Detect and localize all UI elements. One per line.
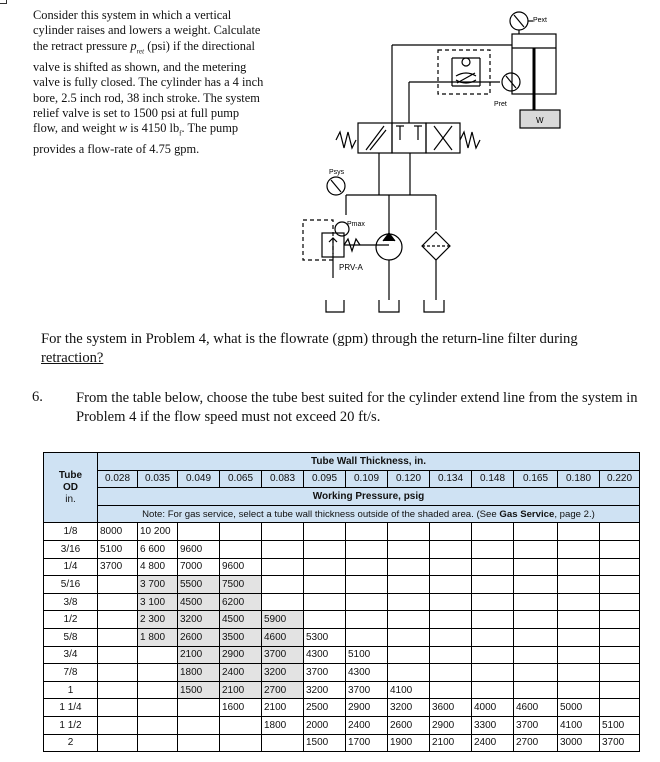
question-6 (76, 389, 656, 427)
pressure-cell: 3200 (262, 664, 304, 682)
pressure-cell (600, 699, 640, 717)
pressure-cell (178, 734, 220, 752)
table-row (44, 558, 640, 576)
problem-line: bore, 2.5 inch rod, 38 inch stroke. The system (33, 90, 260, 105)
thickness-header-cell: 0.095 (304, 470, 346, 488)
pressure-cell: 2100 (178, 646, 220, 664)
table-row (44, 576, 640, 594)
pressure-cell: 2400 (220, 664, 262, 682)
table-row (44, 699, 640, 717)
pressure-cell (514, 611, 558, 629)
pressure-cell: 9600 (178, 540, 220, 558)
label-pret: Pret (494, 101, 507, 108)
pressure-cell (346, 593, 388, 611)
pressure-cell (558, 611, 600, 629)
pressure-cell: 6 600 (138, 540, 178, 558)
question-6-line: Problem 4 if the flow speed must not exceed 20 ft/s. (76, 409, 381, 425)
pressure-cell (472, 646, 514, 664)
pressure-cell (98, 716, 138, 734)
tube-od-cell: 1 1/4 (44, 699, 98, 717)
pressure-cell: 4100 (558, 716, 600, 734)
problem-line: Consider this system in which a vertical (33, 8, 232, 22)
pressure-cell (388, 523, 430, 541)
pressure-cell (472, 576, 514, 594)
pressure-cell (600, 664, 640, 682)
thickness-header-cell: 0.035 (138, 470, 178, 488)
table-row (44, 628, 640, 646)
pressure-cell: 2100 (262, 699, 304, 717)
pressure-cell (430, 558, 472, 576)
question-5-line: For the system in Problem 4, what is the flowrate (gpm) through the return-line filter during (41, 331, 578, 347)
hydraulic-schematic (0, 0, 660, 330)
pressure-cell (600, 593, 640, 611)
pressure-cell: 4600 (262, 628, 304, 646)
thickness-header-cell: 0.220 (600, 470, 640, 488)
pressure-cell: 4000 (472, 699, 514, 717)
question-6-number: 6. (32, 389, 43, 405)
pressure-cell: 10 200 (138, 523, 178, 541)
pressure-cell (220, 734, 262, 752)
pressure-cell (514, 558, 558, 576)
tube-od-cell: 1 1/2 (44, 716, 98, 734)
pressure-cell: 1600 (220, 699, 262, 717)
pressure-cell: 3700 (514, 716, 558, 734)
label-psys: Psys (329, 169, 345, 176)
pressure-cell (262, 734, 304, 752)
pressure-cell: 3 100 (138, 593, 178, 611)
pressure-cell: 4600 (514, 699, 558, 717)
pressure-cell (600, 540, 640, 558)
pressure-cell (472, 628, 514, 646)
pressure-cell (220, 540, 262, 558)
table-row (44, 523, 640, 541)
pressure-cell (346, 576, 388, 594)
pressure-cell (346, 523, 388, 541)
pressure-cell: 3700 (304, 664, 346, 682)
label-prv: PRV-A (339, 263, 363, 272)
pressure-cell: 2700 (262, 681, 304, 699)
pressure-cell (262, 576, 304, 594)
pressure-cell (514, 593, 558, 611)
metering-valve-box (438, 50, 490, 94)
tube-pressure-table (43, 452, 640, 752)
pressure-cell (138, 664, 178, 682)
pressure-cell: 2700 (514, 734, 558, 752)
pressure-cell (138, 681, 178, 699)
thickness-header-cell: 0.028 (98, 470, 138, 488)
pressure-cell: 5300 (304, 628, 346, 646)
pressure-cell (472, 664, 514, 682)
pressure-cell (98, 646, 138, 664)
pressure-cell (514, 681, 558, 699)
table-row (44, 611, 640, 629)
return-filter-icon (422, 232, 450, 260)
pressure-cell (346, 628, 388, 646)
pressure-cell (388, 540, 430, 558)
dcv-spring-right-icon (460, 132, 480, 148)
pressure-cell: 5500 (178, 576, 220, 594)
pressure-cell (600, 646, 640, 664)
pressure-cell: 2 300 (138, 611, 178, 629)
pressure-cell (98, 664, 138, 682)
pressure-cell (430, 611, 472, 629)
pressure-cell (346, 558, 388, 576)
pressure-cell: 3500 (220, 628, 262, 646)
thickness-header-cell: 0.180 (558, 470, 600, 488)
tank-icon (326, 300, 344, 312)
pressure-cell (514, 576, 558, 594)
thickness-header-cell: 0.109 (346, 470, 388, 488)
pressure-cell (600, 558, 640, 576)
pressure-cell: 3000 (558, 734, 600, 752)
working-pressure-title: Working Pressure, psig (98, 488, 640, 506)
thickness-header-cell: 0.148 (472, 470, 514, 488)
pressure-cell (304, 593, 346, 611)
pressure-cell (138, 734, 178, 752)
tube-od-cell: 3/16 (44, 540, 98, 558)
pressure-cell (98, 593, 138, 611)
pressure-cell (430, 523, 472, 541)
pressure-cell (430, 628, 472, 646)
pressure-cell (558, 593, 600, 611)
pressure-cell: 5100 (600, 716, 640, 734)
pressure-cell (220, 523, 262, 541)
pressure-cell (514, 646, 558, 664)
pressure-cell (98, 611, 138, 629)
problem-line: valve is fully closed. The cylinder has a 4 inch (33, 75, 264, 90)
pressure-cell (98, 628, 138, 646)
pressure-cell (178, 523, 220, 541)
dcv-spring-left-icon (336, 132, 356, 148)
pressure-cell (430, 576, 472, 594)
thickness-header-cell: 0.120 (388, 470, 430, 488)
question-5 (41, 330, 641, 368)
problem-line: provides a flow-rate of 4.75 gpm. (33, 142, 200, 157)
tank-icon (424, 300, 444, 312)
pressure-cell: 3700 (262, 646, 304, 664)
pressure-cell (178, 716, 220, 734)
problem-line: the retract pressure $p_{ret}$ (psi) if the directional (33, 38, 255, 56)
pressure-cell (600, 681, 640, 699)
tube-od-cell: 7/8 (44, 664, 98, 682)
tube-od-cell: 1 (44, 681, 98, 699)
pressure-cell: 9600 (220, 558, 262, 576)
label-pext: Pext (533, 17, 548, 24)
pressure-cell: 3200 (388, 699, 430, 717)
pressure-cell: 7500 (220, 576, 262, 594)
pressure-cell (262, 593, 304, 611)
pressure-cell (388, 628, 430, 646)
pressure-cell: 2500 (304, 699, 346, 717)
pressure-cell: 2600 (178, 628, 220, 646)
pressure-cell (430, 681, 472, 699)
pressure-cell (472, 611, 514, 629)
problem-line: cylinder raises and lowers a weight. Calculate (33, 23, 261, 38)
pressure-cell: 2000 (304, 716, 346, 734)
pressure-cell: 2900 (346, 699, 388, 717)
pressure-cell (98, 576, 138, 594)
problem-line: relief valve is set to 1500 psi at full pump (33, 105, 240, 120)
pressure-cell (430, 646, 472, 664)
pressure-cell (558, 540, 600, 558)
pressure-cell: 3200 (304, 681, 346, 699)
tube-od-cell: 1/2 (44, 611, 98, 629)
pressure-cell (98, 734, 138, 752)
pressure-cell (346, 540, 388, 558)
pressure-cell: 5900 (262, 611, 304, 629)
pressure-cell: 6200 (220, 593, 262, 611)
table-row (44, 716, 640, 734)
pressure-cell (138, 716, 178, 734)
table-row (44, 646, 640, 664)
label-weight: W (536, 116, 544, 125)
pressure-cell (388, 593, 430, 611)
pressure-cell (430, 540, 472, 558)
pressure-cell (600, 523, 640, 541)
pressure-cell (558, 664, 600, 682)
pressure-cell (388, 558, 430, 576)
pressure-cell (558, 646, 600, 664)
pressure-cell: 3600 (430, 699, 472, 717)
od-header: Tube OD in. (44, 453, 98, 523)
pressure-cell (430, 664, 472, 682)
pressure-cell (472, 523, 514, 541)
table-row (44, 681, 640, 699)
problem-line: flow, and weight w is 4150 $lb_f$. The pump (33, 121, 239, 138)
pressure-cell (138, 646, 178, 664)
pressure-cell: 7000 (178, 558, 220, 576)
table-row (44, 664, 640, 682)
pressure-cell: 3700 (346, 681, 388, 699)
pressure-cell (600, 576, 640, 594)
pressure-cell: 5000 (558, 699, 600, 717)
pressure-cell: 5100 (98, 540, 138, 558)
label-pmax: Pmax (347, 221, 365, 228)
pressure-cell: 1500 (304, 734, 346, 752)
pressure-cell (304, 576, 346, 594)
pressure-cell: 2400 (472, 734, 514, 752)
pressure-cell (304, 540, 346, 558)
pressure-cell: 2100 (220, 681, 262, 699)
tube-od-cell: 3/8 (44, 593, 98, 611)
pressure-cell: 4500 (178, 593, 220, 611)
pressure-cell (388, 576, 430, 594)
pressure-cell (472, 681, 514, 699)
pressure-cell (304, 611, 346, 629)
pressure-cell (558, 558, 600, 576)
table-row (44, 593, 640, 611)
question-5-line: retraction? (41, 350, 104, 366)
pressure-cell (138, 699, 178, 717)
pressure-cell: 8000 (98, 523, 138, 541)
problem-line: valve is shifted as shown, and the metering (33, 59, 247, 74)
pressure-cell: 2600 (388, 716, 430, 734)
pressure-cell: 3300 (472, 716, 514, 734)
pressure-cell: 2900 (430, 716, 472, 734)
pressure-cell (558, 523, 600, 541)
pressure-cell (388, 664, 430, 682)
tube-od-cell: 2 (44, 734, 98, 752)
pressure-cell: 4100 (388, 681, 430, 699)
pressure-cell (388, 646, 430, 664)
pressure-cell (472, 593, 514, 611)
pressure-cell (220, 716, 262, 734)
pressure-cell: 3700 (98, 558, 138, 576)
tube-od-cell: 3/4 (44, 646, 98, 664)
question-6-line: From the table below, choose the tube best suited for the cylinder extend line from the system in (76, 390, 638, 406)
pressure-cell: 1700 (346, 734, 388, 752)
pressure-cell (262, 540, 304, 558)
pressure-cell: 3 700 (138, 576, 178, 594)
pressure-cell: 3700 (600, 734, 640, 752)
pressure-cell (178, 699, 220, 717)
wall-thickness-title: Tube Wall Thickness, in. (98, 453, 640, 471)
thickness-row (44, 470, 640, 488)
pressure-cell (558, 681, 600, 699)
table-row (44, 540, 640, 558)
pressure-cell (514, 540, 558, 558)
pressure-cell: 1800 (178, 664, 220, 682)
pressure-cell (388, 611, 430, 629)
pressure-cell: 4 800 (138, 558, 178, 576)
pressure-cell (558, 576, 600, 594)
pressure-cell (98, 681, 138, 699)
pressure-cell: 3200 (178, 611, 220, 629)
pressure-cell (98, 699, 138, 717)
tube-od-cell: 1/4 (44, 558, 98, 576)
pressure-cell (472, 558, 514, 576)
pressure-cell: 5100 (346, 646, 388, 664)
dcv-envelope-center (392, 123, 426, 153)
pressure-cell: 1500 (178, 681, 220, 699)
pressure-cell (304, 558, 346, 576)
thickness-header-cell: 0.049 (178, 470, 220, 488)
pressure-cell: 4300 (304, 646, 346, 664)
pressure-cell (514, 523, 558, 541)
thickness-header-cell: 0.065 (220, 470, 262, 488)
tank-icon (379, 300, 399, 312)
pressure-cell (430, 593, 472, 611)
pressure-cell (262, 523, 304, 541)
pressure-cell (346, 611, 388, 629)
pressure-cell: 2900 (220, 646, 262, 664)
pressure-cell: 4300 (346, 664, 388, 682)
pressure-cell (514, 628, 558, 646)
tube-od-cell: 1/8 (44, 523, 98, 541)
pressure-cell: 2100 (430, 734, 472, 752)
pressure-cell (514, 664, 558, 682)
pressure-cell: 2400 (346, 716, 388, 734)
pressure-cell: 1900 (388, 734, 430, 752)
pressure-cell (262, 558, 304, 576)
pressure-cell (600, 611, 640, 629)
pressure-cell: 1800 (262, 716, 304, 734)
pressure-cell (600, 628, 640, 646)
pressure-cell: 4500 (220, 611, 262, 629)
thickness-header-cell: 0.083 (262, 470, 304, 488)
pressure-cell (558, 628, 600, 646)
table-row (44, 734, 640, 752)
pressure-cell: 1 800 (138, 628, 178, 646)
pressure-cell (304, 523, 346, 541)
thickness-header-cell: 0.165 (514, 470, 558, 488)
tube-od-cell: 5/16 (44, 576, 98, 594)
tube-od-cell: 5/8 (44, 628, 98, 646)
thickness-header-cell: 0.134 (430, 470, 472, 488)
pressure-cell (472, 540, 514, 558)
gas-service-note: Note: For gas service, select a tube wall thickness outside of the shaded area. (See Gas Service, page 2.) (98, 505, 640, 523)
